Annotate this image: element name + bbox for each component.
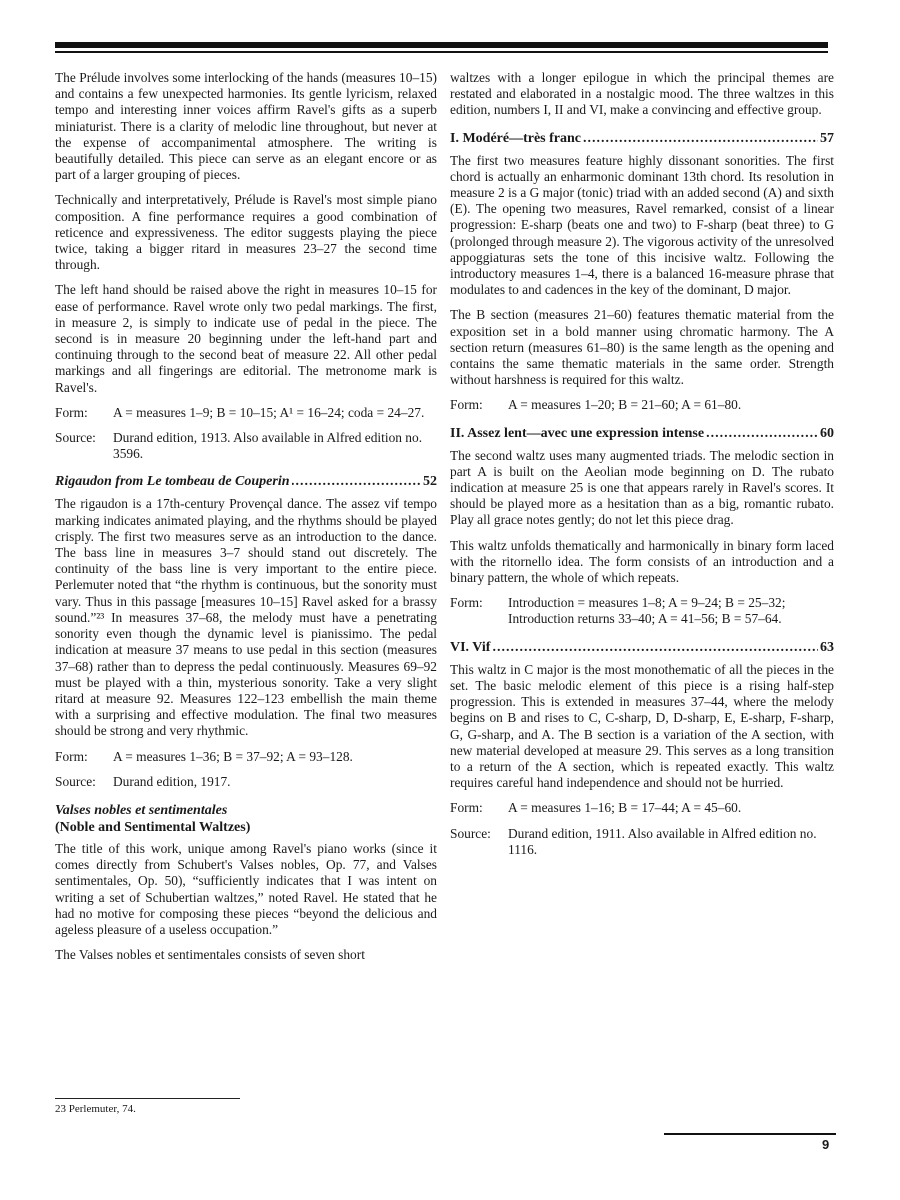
leader-dots <box>492 639 818 656</box>
footnote-rule <box>55 1098 240 1099</box>
right-column <box>450 70 834 867</box>
section-page: 60 <box>820 425 834 441</box>
page-number: 9 <box>822 1137 830 1152</box>
prelude-source <box>55 430 437 462</box>
footnote: 23 Perlemuter, 74. <box>55 1103 136 1115</box>
prelude-paragraph-3: The left hand should be raised above the right in measures 10–15 for ease of performance. Ravel wrote only two pedal markings. The first, in measure 2, is simply to indicate use of pedal in the piece. The second is in measure 20 beginning under the left-hand part and continuing through to the second beat of measure 22. All other pedal markings and all fingerings are editorial. The metronome mark is Ravel's. <box>55 282 437 395</box>
source-label: Source: <box>450 825 491 841</box>
section-title: Rigaudon from Le tombeau de Couperin <box>55 474 290 490</box>
source-label: Source: <box>55 430 96 446</box>
rigaudon-form <box>55 749 437 765</box>
section-page: 63 <box>820 639 834 655</box>
form-value: A = measures 1–36; B = 37–92; A = 93–128. <box>113 748 353 764</box>
valses-subtitle: (Noble and Sentimental Waltzes) <box>55 819 251 835</box>
waltz-2-paragraph-2: This waltz unfolds thematically and harmonically in binary form laced with the ritornello idea. The form consists of an introduction and a binary pattern, the whole of which repeats. <box>450 537 834 586</box>
valses-title: Valses nobles et sentimentales <box>55 802 228 818</box>
form-value: A = measures 1–9; B = 10–15; A¹ = 16–24; coda = 24–27. <box>113 404 425 420</box>
header-rule-thin <box>55 51 828 53</box>
waltz-1-form <box>450 397 834 413</box>
waltz-6-form <box>450 800 834 816</box>
section-title: II. Assez lent—avec une expression intense <box>450 425 705 441</box>
form-value: A = measures 1–16; B = 17–44; A = 45–60. <box>508 800 742 816</box>
form-label: Form: <box>55 404 88 420</box>
waltz-2-paragraph-1: The second waltz uses many augmented triads. The melodic section in part A is built on the Aeolian mode beginning on D. The rubato indication at measure 25 is one that appears rarely in Ravel's scores. It should be played more as a hesitation than as a big, romantic rubato. Play all grace notes gently; do not let this piece drag. <box>450 447 834 528</box>
rigaudon-heading <box>55 473 437 490</box>
form-value <box>508 595 834 627</box>
valses-paragraph-1: The title of this work, unique among Ravel's piano works (since it comes directly from Schubert's Valses nobles, Op. 77, and Valses sentimentales, Op. 50), “sufficiently indicates that I was intent on writing a set of Schubertian waltzes,” noted Ravel. He stated that he had no motive for composing these pieces “beyond the delicious and ageless pleasure of a useless occupation.” <box>55 840 437 937</box>
form-label: Form: <box>450 800 483 816</box>
section-page: 52 <box>423 474 437 490</box>
valses-source <box>450 826 834 858</box>
waltz-6-heading <box>450 639 834 656</box>
form-label: Form: <box>55 748 88 764</box>
prelude-paragraph-2: Technically and interpretatively, Prélude is Ravel's most simple piano composition. A fine performance requires a good combination of reticence and expressiveness. The editor suggests playing the piece twice, taking a bigger ritard in measures 23–27 the second time through. <box>55 192 437 273</box>
left-column <box>55 70 437 972</box>
waltz-6-paragraph: This waltz in C major is the most monothematic of all the pieces in the set. The basic melodic element of this piece is a rising half-step progression. This is extended in measures 37–44, where the melody begins on B and rises to C, C-sharp, D, D-sharp, E, E-sharp, F-sharp, G, G-sharp, and A. The B section is a variation of the A section, with new material developed at measure 29. This serves as a long transition to a return of the A section, which is repeated exactly. This waltz requires careful hand independence and should not be hurried. <box>450 661 834 791</box>
waltz-1-heading <box>450 130 834 147</box>
source-label: Source: <box>55 773 96 789</box>
valses-paragraph-2: The Valses nobles et sentimentales consists of seven short <box>55 947 365 963</box>
valses-heading <box>55 802 437 836</box>
leader-dots <box>292 473 421 490</box>
form-value: A = measures 1–20; B = 21–60; A = 61–80. <box>508 397 742 413</box>
prelude-form <box>55 405 437 421</box>
section-page: 57 <box>820 130 834 146</box>
prelude-paragraph-1: The Prélude involves some interlocking of the hands (measures 10–15) and contains a few unexpected harmonies. Its gentle lyricism, relaxed tempo and interesting inner voices affirm Ravel's gifts as a superb miniaturist. There is a clarity of melodic line throughout, but never at the expense of accompanimental atmosphere. The writing is beautifully detailed. This piece can serve as an elegant encore or as part of a larger grouping of pieces. <box>55 70 437 183</box>
leader-dots <box>706 425 818 442</box>
form-label: Form: <box>450 397 483 413</box>
waltz-1-paragraph-1: The first two measures feature highly dissonant sonorities. The first chord is actually an enharmonic dominant 13th chord. Its resolution in measure 2 is a G major (tonic) triad with an added second (A) and sixth (E). The opening two measures, Ravel remarked, consist of a linear progression: E-sharp (beats one and two) to F-sharp (beat three) to G (prolonged through measure 2). The vigorous activity of the unresolved appoggiaturas sets the tone of this incisive waltz. Following the introductory measures 1–4, there is a balanced 16-measure phrase that modulates to and cadences in the key of the dominant, D major. <box>450 152 834 298</box>
waltz-2-form <box>450 595 834 627</box>
waltz-1-paragraph-2: The B section (measures 21–60) features thematic material from the exposition set in a bold manner using chromatic harmony. The A section return (measures 61–80) is the same length as the opening and contains the same thematic materials in the same order. Strength without harshness is required for this waltz. <box>450 307 834 388</box>
rigaudon-source <box>55 774 437 790</box>
section-title: I. Modéré—très franc <box>450 130 582 146</box>
section-title: VI. Vif <box>450 639 491 655</box>
source-value: Durand edition, 1911. Also available in Alfred edition no. 1116. <box>508 825 817 857</box>
source-value: Durand edition, 1913. Also available in Alfred edition no. 3596. <box>113 430 423 462</box>
form-label: Form: <box>450 595 483 611</box>
waltz-2-heading <box>450 425 834 442</box>
valses-paragraph-continued: waltzes with a longer epilogue in which the principal themes are restated and elaborated in a nostalgic mood. The three waltzes in this edition, numbers I, II and VI, make a convincing and effective group. <box>450 70 834 118</box>
form-line-1: Introduction = measures 1–8; A = 9–24; B = 25–32; <box>508 595 786 611</box>
page-number-rule <box>664 1133 836 1135</box>
rigaudon-paragraph: The rigaudon is a 17th-century Provençal dance. The assez vif tempo marking indicates animated playing, and the rhythms should be played crisply. The first two measures serve as an introduction to the dance. The bass line in measures 3–7 should stand out discretely. The continuity of the bass line is very important to the entire piece. Perlemuter noted that “the rhythm is continuous, but the sonority must vary. Thus in this passage [measures 10–15] Ravel asked for a brassy sound.”²³ In measures 37–68, the melody must have a penetrating sonority even though the dynamic level is pianissimo. The pedal indication at measure 37 means to use pedal in this section (measures 37–68) rather than to depress the pedal continuously. Measures 69–92 must be played with a thin, mysterious sonority. Take a very slight ritard at measure 92. Measures 122–123 embellish the main theme with a surprising and effective modulation. The final two measures should be strong and very rhythmic. <box>55 496 437 739</box>
header-rule-thick <box>55 42 828 48</box>
source-value: Durand edition, 1917. <box>113 773 231 789</box>
form-line-2: Introduction returns 33–40; A = 41–56; B = 57–64. <box>508 611 782 627</box>
leader-dots <box>583 130 818 147</box>
